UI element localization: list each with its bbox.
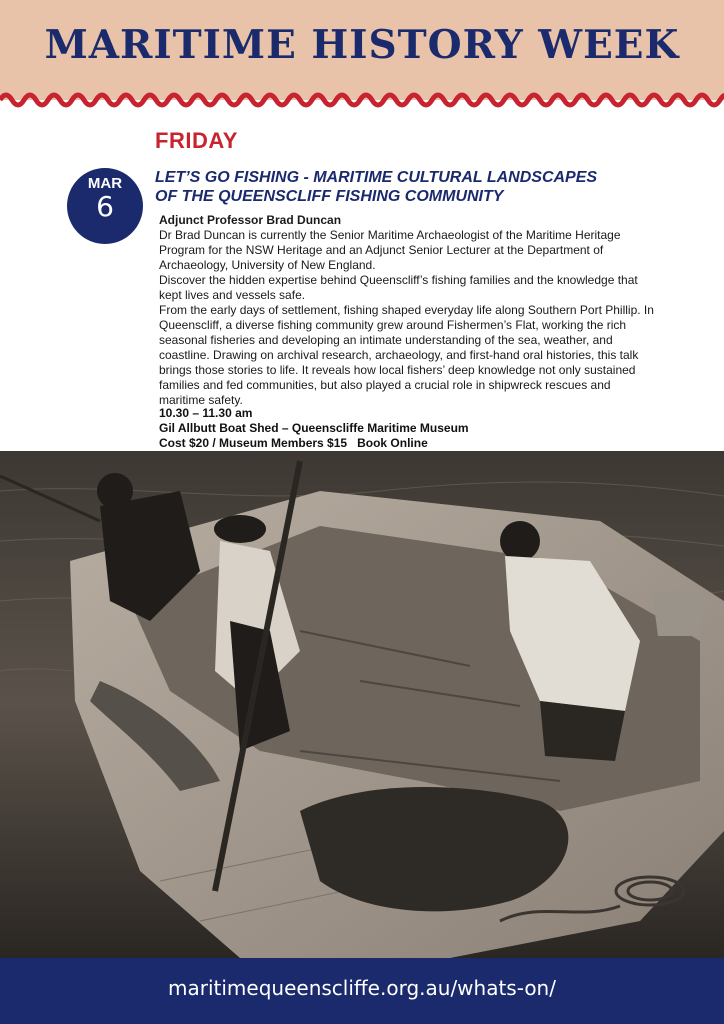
event-day: FRIDAY (155, 128, 238, 153)
event-details (159, 406, 659, 451)
event-description-text: From the early days of settlement, fishing shaped everyday life along Southern Port Phillip. In Queenscliff, a diverse fishing community grew around Fishermen’s Flat, working the rich seasonal fisheries and developing an intimate understanding of the sea, weather, and coastline. Drawing on archival research, archaeology, and first-hand oral histories, this talk brings those stories to life. It reveals how local fishers’ deep knowledge not only sustained families and fed communities, but also played a crucial role in shipwreck rescues and maritime safety. (159, 303, 654, 407)
date-badge (67, 168, 143, 244)
event-time: 10.30 – 11.30 am (159, 406, 253, 420)
event-title-line2: OF THE QUEENSCLIFF FISHING COMMUNITY (155, 188, 504, 205)
event-title-line1: LET’S GO FISHING - MARITIME CULTURAL LANDSCAPES (155, 169, 598, 186)
event-venue: Gil Allbutt Boat Shed – Queenscliffe Maritime Museum (159, 421, 469, 435)
book-online-link[interactable]: Book Online (357, 436, 428, 450)
header-banner (0, 0, 724, 100)
speaker-name: Adjunct Professor Brad Duncan (159, 213, 342, 227)
event-cost: Cost $20 / Museum Members $15 (159, 436, 348, 450)
event-title (155, 168, 675, 206)
speaker-bio: Dr Brad Duncan is currently the Senior Maritime Archaeologist of the Maritime Heritage Program for the NSW Heritage and an Adjunct Senior Lecturer at the Department of Archaeology, University of New England. (159, 228, 621, 272)
page-title: MARITIME HISTORY WEEK (44, 22, 680, 68)
footer-banner (0, 958, 724, 1024)
date-day: 6 (96, 190, 114, 223)
wavy-divider (0, 88, 724, 118)
website-link[interactable]: maritimequeenscliffe.org.au/whats-on/ (168, 976, 556, 1000)
event-description (159, 213, 659, 408)
event-cost-line (159, 436, 659, 451)
date-month: MAR (87, 175, 123, 192)
fishing-boat-photo (0, 451, 724, 958)
event-intro: Discover the hidden expertise behind Queenscliff’s fishing families and the knowledge that kept lives and vessels safe. (159, 273, 638, 302)
